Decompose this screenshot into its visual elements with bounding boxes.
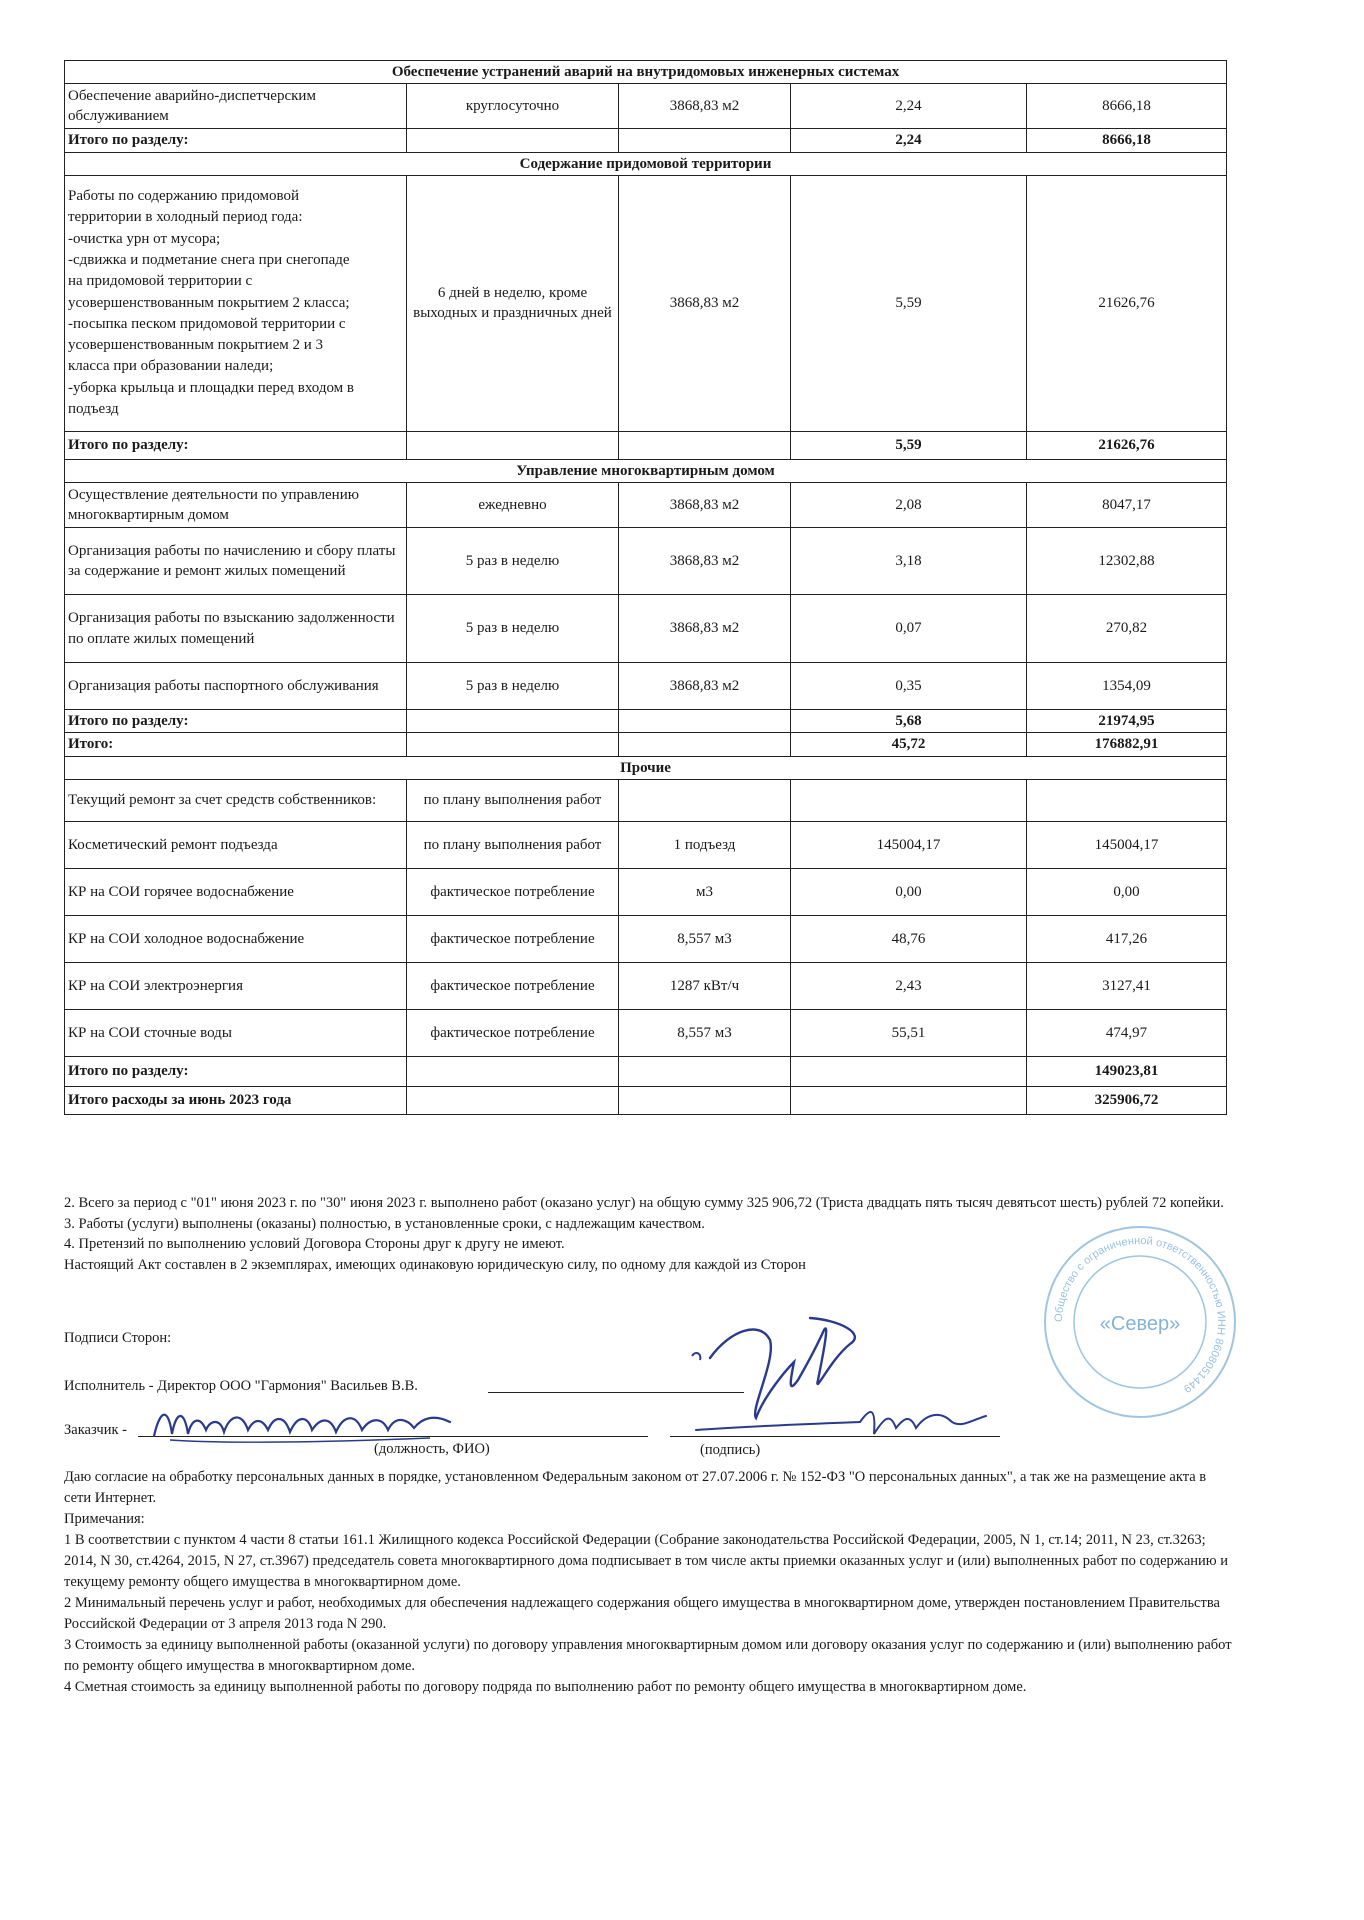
handwritten-name-signature — [150, 1400, 460, 1448]
work-sum: 0,00 — [1027, 868, 1227, 915]
caption-sign: (подпись) — [700, 1442, 761, 1458]
note-item: 2 Минимальный перечень услуг и работ, необходимых для обеспечения надлежащего содержания общего имущества в многоквартирном доме, утвержден постановлением Правительства Российской Федерации от 3 апреля 2013 года N 290. — [64, 1595, 1220, 1633]
work-period: 5 раз в неделю — [407, 663, 619, 710]
total-sum: 8666,18 — [1027, 129, 1227, 152]
table-row — [65, 1009, 1227, 1056]
clause-3: 3. Работы (услуги) выполнены (оказаны) полностью, в установленные сроки, с надлежащим качеством. — [64, 1215, 705, 1232]
work-area: 3868,83 м2 — [619, 663, 791, 710]
work-rate: 2,43 — [791, 962, 1027, 1009]
final-total-sum: 325906,72 — [1027, 1086, 1227, 1114]
grand-total-row — [65, 733, 1227, 756]
work-area: м3 — [619, 868, 791, 915]
note-item: 4 Сметная стоимость за единицу выполненной работы по договору подряда по выполнению работ по ремонту общего имущества в многоквартирном доме. — [64, 1679, 1027, 1696]
work-sum: 21626,76 — [1027, 175, 1227, 431]
clause-copies: Настоящий Акт составлен в 2 экземплярах, имеющих одинаковую юридическую силу, по одному для каждой из Сторон — [64, 1256, 806, 1273]
customer-line-label: Заказчик - — [64, 1422, 127, 1438]
work-sum: 1354,09 — [1027, 663, 1227, 710]
section-header — [65, 756, 1227, 779]
table-row — [65, 779, 1227, 821]
work-period: фактическое потребление — [407, 915, 619, 962]
work-area: 1 подъезд — [619, 821, 791, 868]
work-name-line: -уборка крыльца и площадки перед входом в — [68, 379, 354, 396]
work-name: Обеспечение аварийно-диспетчерским обслуживанием — [65, 84, 407, 129]
work-rate — [791, 779, 1027, 821]
work-name-line: -сдвижка и подметание снега при снегопаде — [68, 252, 350, 268]
work-name: Осуществление деятельности по управлению многоквартирным домом — [65, 483, 407, 528]
work-period: фактическое потребление — [407, 962, 619, 1009]
work-name-line: -очистка урн от мусора; — [68, 230, 221, 247]
work-name-line: на придомовой территории с — [68, 273, 253, 290]
work-name-line: Работы по содержанию придомовой — [68, 188, 300, 205]
table-row — [65, 868, 1227, 915]
company-stamp — [1040, 1222, 1240, 1422]
work-name-line: территории в холодный период года: — [68, 209, 303, 226]
section-total-row — [65, 710, 1227, 733]
total-label: Итого по разделу: — [65, 431, 407, 459]
total-sum: 21974,95 — [1027, 710, 1227, 733]
work-name-line: -посыпка песком придомовой территории с — [68, 315, 346, 332]
work-sum: 8047,17 — [1027, 483, 1227, 528]
section-total-row — [65, 1056, 1227, 1086]
table-row — [65, 962, 1227, 1009]
work-area: 3868,83 м2 — [619, 175, 791, 431]
work-rate: 48,76 — [791, 915, 1027, 962]
work-rate: 2,24 — [791, 84, 1027, 129]
table-row — [65, 821, 1227, 868]
work-name-line: класса при образовании наледи; — [68, 358, 274, 375]
work-period: по плану выполнения работ — [407, 779, 619, 821]
work-rate: 0,00 — [791, 868, 1027, 915]
section-header — [65, 459, 1227, 482]
work-rate: 145004,17 — [791, 821, 1027, 868]
work-area: 3868,83 м2 — [619, 595, 791, 663]
work-name: Организация работы по начислению и сбору платы за содержание и ремонт жилых помещений — [65, 528, 407, 595]
work-rate: 0,35 — [791, 663, 1027, 710]
work-sum: 270,82 — [1027, 595, 1227, 663]
total-rate: 2,24 — [791, 129, 1027, 152]
work-area: 8,557 м3 — [619, 915, 791, 962]
notes-title: Примечания: — [64, 1511, 145, 1528]
note-item: 1 В соответствии с пунктом 4 части 8 статьи 161.1 Жилищного кодекса Российской Федерации (Собрание законодательства Российской Федерации, 2005, N 1, ст.14; 2011, N 23, ст.3263; 2014, N 30, ст.4264, 2015, N 27, ст.3967) председатель совета многоквартирного дома подписывает в том числе акты приемки оказанных услуг и (или) выполненных работ по содержанию и текущему ремонту общего имущества в многоквартирном доме. — [64, 1532, 1228, 1591]
work-sum: 8666,18 — [1027, 84, 1227, 129]
total-label: Итого по разделу: — [65, 1056, 407, 1086]
table-row — [65, 663, 1227, 710]
work-period: фактическое потребление — [407, 1009, 619, 1056]
work-area: 8,557 м3 — [619, 1009, 791, 1056]
total-sum: 21626,76 — [1027, 431, 1227, 459]
note-item: 3 Стоимость за единицу выполненной работы (оказанной услуги) по договору управления многоквартирным домом или договору оказания услуг по содержанию и (или) выполнению работ по ремонту общего имущества в многоквартирном доме. — [64, 1637, 1232, 1675]
work-name: Текущий ремонт за счет средств собственников: — [65, 779, 407, 821]
section-title: Обеспечение устранений аварий на внутридомовых инженерных системах — [65, 61, 1227, 84]
final-total-label: Итого расходы за июнь 2023 года — [65, 1086, 407, 1114]
work-rate: 5,59 — [791, 175, 1027, 431]
total-label: Итого по разделу: — [65, 710, 407, 733]
work-sum — [1027, 779, 1227, 821]
table-row — [65, 915, 1227, 962]
work-period: фактическое потребление — [407, 868, 619, 915]
total-label: Итого по разделу: — [65, 129, 407, 152]
grand-total-rate: 45,72 — [791, 733, 1027, 756]
caption-position: (должность, ФИО) — [374, 1441, 490, 1457]
work-name-line: усовершенствованным покрытием 2 класса; — [68, 294, 350, 311]
signatures-heading: Подписи Сторон: — [64, 1330, 172, 1346]
stamp-center-text: «Север» — [1099, 1313, 1181, 1335]
work-period: 5 раз в неделю — [407, 528, 619, 595]
consent-text: Даю согласие на обработку персональных данных в порядке, установленном Федеральным законом от 27.07.2006 г. № 152-ФЗ "О персональных данных", а так же на размещение акта в сети Интернет. — [64, 1469, 1207, 1507]
work-rate: 3,18 — [791, 528, 1027, 595]
works-table — [64, 60, 1227, 1115]
clause-4: 4. Претензий по выполнению условий Договора Стороны друг к другу не имеют. — [64, 1236, 565, 1253]
section-title: Содержание придомовой территории — [65, 152, 1227, 175]
customer-signature-scribble — [690, 1400, 990, 1446]
work-rate: 2,08 — [791, 483, 1027, 528]
work-name: КР на СОИ холодное водоснабжение — [65, 915, 407, 962]
work-name-line: усовершенствованным покрытием 2 и 3 — [68, 337, 324, 354]
work-sum: 417,26 — [1027, 915, 1227, 962]
total-rate: 5,59 — [791, 431, 1027, 459]
work-area: 3868,83 м2 — [619, 483, 791, 528]
grand-total-sum: 176882,91 — [1027, 733, 1227, 756]
work-period: круглосуточно — [407, 84, 619, 129]
work-name: Косметический ремонт подъезда — [65, 821, 407, 868]
total-sum: 149023,81 — [1027, 1056, 1227, 1086]
executor-line-label: Исполнитель - Директор ООО "Гармония" Васильев В.В. — [64, 1378, 418, 1394]
grand-total-label: Итого: — [65, 733, 407, 756]
work-area: 3868,83 м2 — [619, 84, 791, 129]
table-row — [65, 483, 1227, 528]
section-header — [65, 61, 1227, 84]
notes-block — [64, 1467, 1236, 1698]
work-period: 6 дней в неделю, кроме выходных и праздничных дней — [407, 175, 619, 431]
work-period: ежедневно — [407, 483, 619, 528]
work-name-line: подъезд — [68, 401, 119, 418]
work-name: Организация работы по взысканию задолженности по оплате жилых помещений — [65, 595, 407, 663]
table-row — [65, 528, 1227, 595]
work-sum: 3127,41 — [1027, 962, 1227, 1009]
work-name: Организация работы паспортного обслуживания — [65, 663, 407, 710]
work-rate: 55,51 — [791, 1009, 1027, 1056]
work-name: КР на СОИ горячее водоснабжение — [65, 868, 407, 915]
work-rate: 0,07 — [791, 595, 1027, 663]
work-name: КР на СОИ электроэнергия — [65, 962, 407, 1009]
work-area — [619, 779, 791, 821]
total-rate: 5,68 — [791, 710, 1027, 733]
work-area: 3868,83 м2 — [619, 528, 791, 595]
work-period: 5 раз в неделю — [407, 595, 619, 663]
work-sum: 12302,88 — [1027, 528, 1227, 595]
work-sum: 145004,17 — [1027, 821, 1227, 868]
work-name — [65, 175, 407, 431]
stamp-ring-text: Общество с ограниченной ответственностью ИНН 8608051449 — [1052, 1234, 1228, 1395]
final-total-row — [65, 1086, 1227, 1114]
work-area: 1287 кВт/ч — [619, 962, 791, 1009]
table-row — [65, 595, 1227, 663]
section-title: Управление многоквартирным домом — [65, 459, 1227, 482]
table-row — [65, 175, 1227, 431]
clause-2: 2. Всего за период с "01" июня 2023 г. по "30" июня 2023 г. выполнено работ (оказано услуг) на общую сумму 325 906,72 (Триста двадцать пять тысяч девятьсот шесть) рублей 72 копейки. — [64, 1195, 1224, 1211]
section-total-row — [65, 129, 1227, 152]
section-title: Прочие — [65, 756, 1227, 779]
work-sum: 474,97 — [1027, 1009, 1227, 1056]
section-header — [65, 152, 1227, 175]
section-total-row — [65, 431, 1227, 459]
work-period: по плану выполнения работ — [407, 821, 619, 868]
work-name: КР на СОИ сточные воды — [65, 1009, 407, 1056]
table-row — [65, 84, 1227, 129]
